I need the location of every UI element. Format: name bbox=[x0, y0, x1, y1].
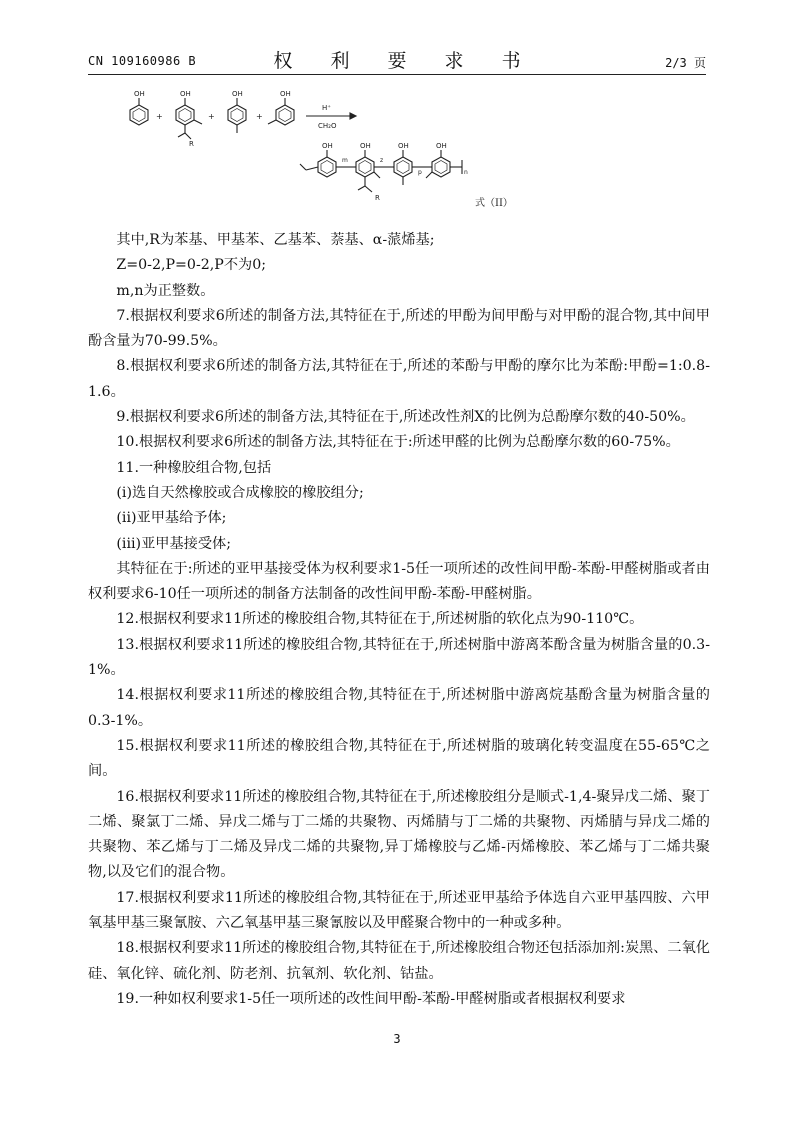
oh-label: OH bbox=[232, 90, 243, 98]
claim-paragraph: 9.根据权利要求6所述的制备方法,其特征在于,所述改性剂X的比例为总酚摩尔数的40-50%。 bbox=[116, 409, 695, 426]
m-cresol-structure bbox=[268, 90, 294, 125]
r-label: R bbox=[375, 194, 380, 202]
svg-text:+: + bbox=[256, 112, 263, 121]
header-divider bbox=[88, 74, 706, 75]
claim-paragraph: m,n为正整数。 bbox=[116, 282, 215, 299]
patent-number: CN 109160986 B bbox=[88, 54, 197, 68]
claim-paragraph: (ii)亚甲基给予体; bbox=[116, 510, 227, 527]
claim-paragraph: 10.根据权利要求6所述的制备方法,其特征在于:所述甲醛的比例为总酚摩尔数的60-75%。 bbox=[116, 434, 680, 451]
claim-paragraph: 19.一种如权利要求1-5任一项所述的改性间甲酚-苯酚-甲醛树脂或者根据权利要求 bbox=[116, 990, 626, 1007]
claim-paragraph: 7.根据权利要求6所述的制备方法,其特征在于,所述的甲酚为间甲酚与对甲酚的混合物,其中间甲酚含量为70-99.5%。 bbox=[88, 307, 710, 350]
claim-paragraph: 11.一种橡胶组合物,包括 bbox=[116, 459, 272, 476]
r-label: R bbox=[189, 140, 194, 148]
index-p: p bbox=[418, 169, 422, 176]
oh-label: OH bbox=[134, 90, 145, 98]
claim-paragraph: 8.根据权利要求6所述的制备方法,其特征在于,所述的苯酚与甲酚的摩尔比为苯酚:甲酚=1:0.8-1.6。 bbox=[88, 358, 710, 400]
oh-label: OH bbox=[436, 142, 447, 150]
svg-text:+: + bbox=[208, 112, 215, 121]
claim-paragraph: (iii)亚甲基接受体; bbox=[116, 535, 231, 552]
page-header bbox=[88, 44, 706, 74]
oh-label: OH bbox=[322, 142, 333, 150]
page-indicator: 2/3 页 bbox=[665, 56, 706, 70]
polymer-product-structure bbox=[300, 142, 468, 202]
claim-paragraph: (i)选自天然橡胶或合成橡胶的橡胶组分; bbox=[116, 484, 364, 501]
claim-paragraph: 18.根据权利要求11所述的橡胶组合物,其特征在于,所述橡胶组合物还包括添加剂:炭黑、二氧化硅、氧化锌、硫化剂、防老剂、抗氧剂、软化剂、钴盐。 bbox=[88, 940, 710, 982]
claim-paragraph: 其特征在于:所述的亚甲基接受体为权利要求1-5任一项所述的改性间甲酚-苯酚-甲醛树脂或者由权利要求6-10任一项所述的制备方法制备的改性间甲酚-苯酚-甲醛树脂。 bbox=[88, 560, 710, 603]
claim-paragraph: 12.根据权利要求11所述的橡胶组合物,其特征在于,所述树脂的软化点为90-110℃。 bbox=[116, 611, 644, 628]
claim-paragraph: 16.根据权利要求11所述的橡胶组合物,其特征在于,所述橡胶组分是顺式-1,4-聚异戊二烯、聚丁二烯、聚氯丁二烯、异戊二烯与丁二烯的共聚物、丙烯腈与丁二烯的共聚物、丙烯腈与异戊二烯的共聚物、苯乙烯与丁二烯及异戊二烯的共聚物,异丁烯橡胶与乙烯-丙烯橡胶、苯乙烯与丁二烯共聚物,以及它们的混合物。 bbox=[88, 788, 710, 881]
formula-label: 式（II） bbox=[475, 198, 513, 209]
index-m: m bbox=[342, 157, 348, 164]
reaction-scheme bbox=[110, 82, 590, 222]
claim-paragraph: 17.根据权利要求11所述的橡胶组合物,其特征在于,所述亚甲基给予体选自六亚甲基四胺、六甲氧基甲基三聚氰胺、六乙氧基甲基三聚氰胺以及甲醛聚合物中的一种或多种。 bbox=[88, 889, 710, 932]
index-n: n bbox=[464, 169, 468, 176]
page-number: 3 bbox=[393, 1032, 401, 1046]
reaction-arrow bbox=[306, 104, 356, 130]
claim-paragraph: 其中,R为苯基、甲基苯、乙基苯、萘基、α-蒎烯基; bbox=[116, 232, 435, 248]
claim-paragraph: 13.根据权利要求11所述的橡胶组合物,其特征在于,所述树脂中游离苯酚含量为树脂含量的0.3-1%。 bbox=[88, 636, 710, 679]
document-title: 权 利 要 求 书 bbox=[273, 50, 537, 72]
claim-paragraph: 14.根据权利要求11所述的橡胶组合物,其特征在于,所述树脂中游离烷基酚含量为树脂含量的0.3-1%。 bbox=[88, 687, 710, 729]
oh-label: OH bbox=[360, 142, 371, 150]
catalyst-label: H⁺ bbox=[322, 104, 331, 112]
svg-text:+: + bbox=[156, 112, 163, 121]
oh-label: OH bbox=[398, 142, 409, 150]
claim-paragraph: Z=0-2,P=0-2,P不为0; bbox=[116, 257, 267, 274]
claim-paragraph: 15.根据权利要求11所述的橡胶组合物,其特征在于,所述树脂的玻璃化转变温度在55-65℃之间。 bbox=[88, 737, 710, 780]
reagent-label: CH₂O bbox=[318, 122, 337, 130]
oh-label: OH bbox=[180, 90, 191, 98]
claims-body bbox=[88, 228, 710, 1012]
substituted-cresol-structure bbox=[176, 90, 202, 148]
p-cresol-structure bbox=[228, 90, 246, 133]
index-z: z bbox=[380, 157, 384, 164]
reaction-scheme-drawing bbox=[110, 82, 590, 222]
oh-label: OH bbox=[280, 90, 291, 98]
phenol-structure bbox=[130, 90, 148, 125]
